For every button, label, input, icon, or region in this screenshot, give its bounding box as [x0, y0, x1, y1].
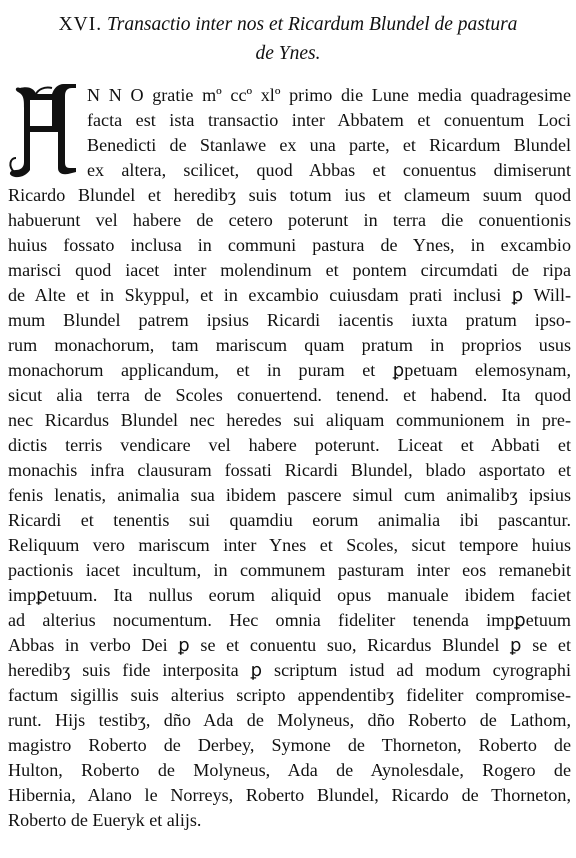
body-line: huius fossato inclusa in communi pastura de Ynes, in excambio — [8, 235, 571, 255]
body-line: Ricardi et tenentis sui quamdiu eorum animalia ibi pascantur. — [8, 510, 571, 530]
body-line: Reliquum vero mariscum inter Ynes et Scoles, sicut tempore huius — [8, 535, 571, 555]
body-line: dictis terris vendicare vel habere poterunt. Liceat et Abbati et — [8, 435, 571, 455]
body-line: magistro Roberto de Derbey, Symone de Thorneton, Roberto de — [8, 735, 571, 755]
body-line: heredibʒ suis fide interposita ꝑ scriptum istud ad modum cyrographi — [8, 660, 571, 680]
body-line: pactionis iacet incultum, in communem pasturam inter eos remanebit — [8, 560, 571, 580]
title-text: Transactio inter nos et Ricardum Blundel de pastura — [107, 14, 518, 35]
body-line: de Alte et in Skyppul, et in excambio cuiusdam prati inclusi ꝑ Will- — [8, 285, 571, 305]
body-line: marisci quod iacet inter molendinum et pontem circumdati de ripa — [8, 260, 571, 280]
body-line: Roberto de Eueryk et alijs. — [8, 810, 202, 830]
body-line: factum sigillis suis alterius scripto appendentibʒ fideliter compromise- — [8, 685, 571, 705]
body-line: Benedicti de Stanlawe ex una parte, et Ricardum Blundel — [87, 135, 571, 155]
body-line: sicut alia terra de Scoles conuertend. tenend. et habend. Ita quod — [8, 385, 571, 405]
decorated-initial — [6, 80, 82, 180]
body-line: ex altera, scilicet, quod Abbas et conuentus dimiserunt — [87, 160, 571, 180]
body-line: fenis lenatis, animalia sua ibidem pascere simul cum animalibʒ ipsius — [8, 485, 571, 505]
body-line: Hibernia, Alano le Norreys, Roberto Blundel, Ricardo de Thorneton, — [8, 785, 571, 805]
body-line: habuerunt vel habere de cetero poterunt in terra die conuentionis — [8, 210, 571, 230]
title-number: XVI. — [58, 14, 103, 35]
body-line: mum Blundel patrem ipsius Ricardi iacentis iuxta pratum ipso- — [8, 310, 571, 330]
body-line: ad alterius nocumentum. Hec omnia fideliter tenenda impꝑetuum — [8, 610, 571, 630]
body-line: rum monachorum, tam mariscum quam pratum in proprios usus — [8, 335, 571, 355]
body-line: runt. Hijs testibʒ, dño Ada de Molyneus, dño Roberto de Lathom, — [8, 710, 571, 730]
title-line-1 — [10, 10, 566, 39]
body-line: Hulton, Roberto de Molyneus, Ada de Aynolesdale, Rogero de — [8, 760, 571, 780]
document-title — [10, 10, 566, 68]
body-line: Abbas in verbo Dei ꝑ se et conuentu suo, Ricardus Blundel ꝑ se et — [8, 635, 571, 655]
title-line-2: de Ynes. — [255, 43, 321, 64]
body-line: Ricardo Blundel et heredibʒ suis totum ius et clameum suum quod — [8, 185, 571, 205]
body-line: N N O gratie mº ccº xlº primo die Lune media quadragesime — [87, 85, 571, 105]
body-line: monachis infra clausuram fossati Ricardi Blundel, blado asportato et — [8, 460, 571, 480]
body-line: facta est ista transactio inter Abbatem et conuentum Loci — [87, 110, 571, 130]
body-line: nec Ricardus Blundel nec heredes sui aliquam communionem in pre- — [8, 410, 571, 430]
body-line: monachorum applicandum, et in puram et ꝑpetuam elemosynam, — [8, 360, 571, 380]
body-line: impꝑetuum. Ita nullus eorum aliquid opus manuale ibidem faciet — [8, 585, 571, 605]
